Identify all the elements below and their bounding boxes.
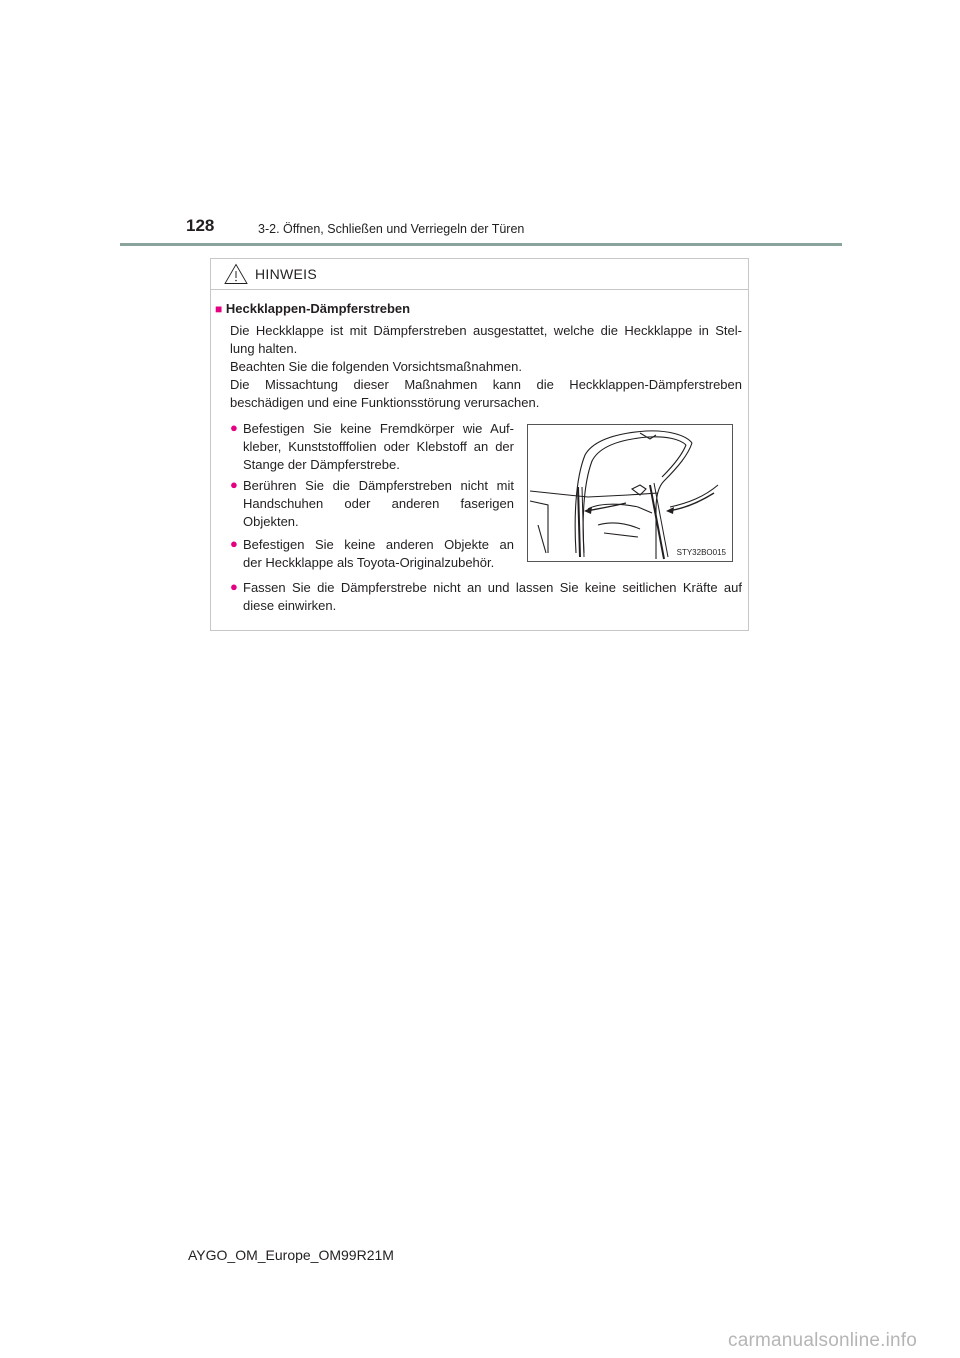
notice-header — [211, 259, 748, 290]
document-code: AYGO_OM_Europe_OM99R21M — [188, 1247, 394, 1263]
page-number: 128 — [186, 216, 215, 235]
list-line: Stange der Dämpferstrebe. — [243, 457, 400, 472]
intro-line: Beachten Sie die folgenden Vorsichtsmaßnahmen. — [230, 359, 522, 374]
tailgate-drawing — [528, 425, 732, 561]
list-line: Befestigen Sie keine anderen Objekte an — [243, 537, 514, 552]
header-rule — [120, 243, 842, 246]
circle-bullet-icon: ● — [230, 477, 238, 492]
list-line: diese einwirken. — [243, 598, 337, 613]
list-item-text — [243, 536, 514, 572]
list-line: Befestigen Sie keine Fremdkörper wie Auf- — [243, 421, 514, 436]
list-line: kleber, Kunststofffolien oder Klebstoff an der — [243, 439, 514, 454]
intro-line: lung halten. — [230, 341, 298, 356]
square-bullet-icon: ■ — [215, 302, 223, 316]
list-item — [230, 420, 514, 476]
list-line: Handschuhen oder anderen faserigen — [243, 496, 514, 511]
list-item — [230, 536, 514, 574]
notice-box — [210, 258, 749, 631]
list-line: Objekten. — [243, 514, 299, 529]
list-item — [230, 579, 742, 617]
figure-code: STY32BO015 — [676, 548, 726, 557]
section-heading — [215, 300, 735, 318]
section-title: 3-2. Öffnen, Schließen und Verriegeln der Türen — [258, 222, 525, 236]
circle-bullet-icon: ● — [230, 536, 238, 551]
intro-paragraph — [230, 322, 742, 412]
list-item — [230, 477, 514, 533]
circle-bullet-icon: ● — [230, 420, 238, 435]
list-line: Berühren Sie die Dämpferstreben nicht mit — [243, 478, 514, 493]
list-item-text — [243, 420, 514, 474]
watermark[interactable]: carmanualsonline.info — [728, 1330, 918, 1351]
intro-line: beschädigen und eine Funktionsstörung verursachen. — [230, 395, 540, 410]
tailgate-illustration — [527, 424, 733, 562]
list-line: der Heckklappe als Toyota-Originalzubehör. — [243, 555, 495, 570]
notice-title: HINWEIS — [255, 266, 317, 282]
intro-line: Die Missachtung dieser Maßnahmen kann die Heckklappen-Dämpferstreben — [230, 377, 742, 392]
warning-triangle-icon — [224, 263, 248, 285]
heading-text: Heckklappen-Dämpferstreben — [225, 301, 411, 316]
list-item-text — [243, 579, 742, 615]
list-item-text — [243, 477, 514, 531]
circle-bullet-icon: ● — [230, 579, 238, 594]
intro-line: Die Heckklappe ist mit Dämpferstreben ausgestattet, welche die Heckklappe in Stel- — [230, 323, 742, 338]
list-line: Fassen Sie die Dämpferstrebe nicht an und lassen Sie keine seitlichen Kräfte auf — [243, 580, 742, 595]
